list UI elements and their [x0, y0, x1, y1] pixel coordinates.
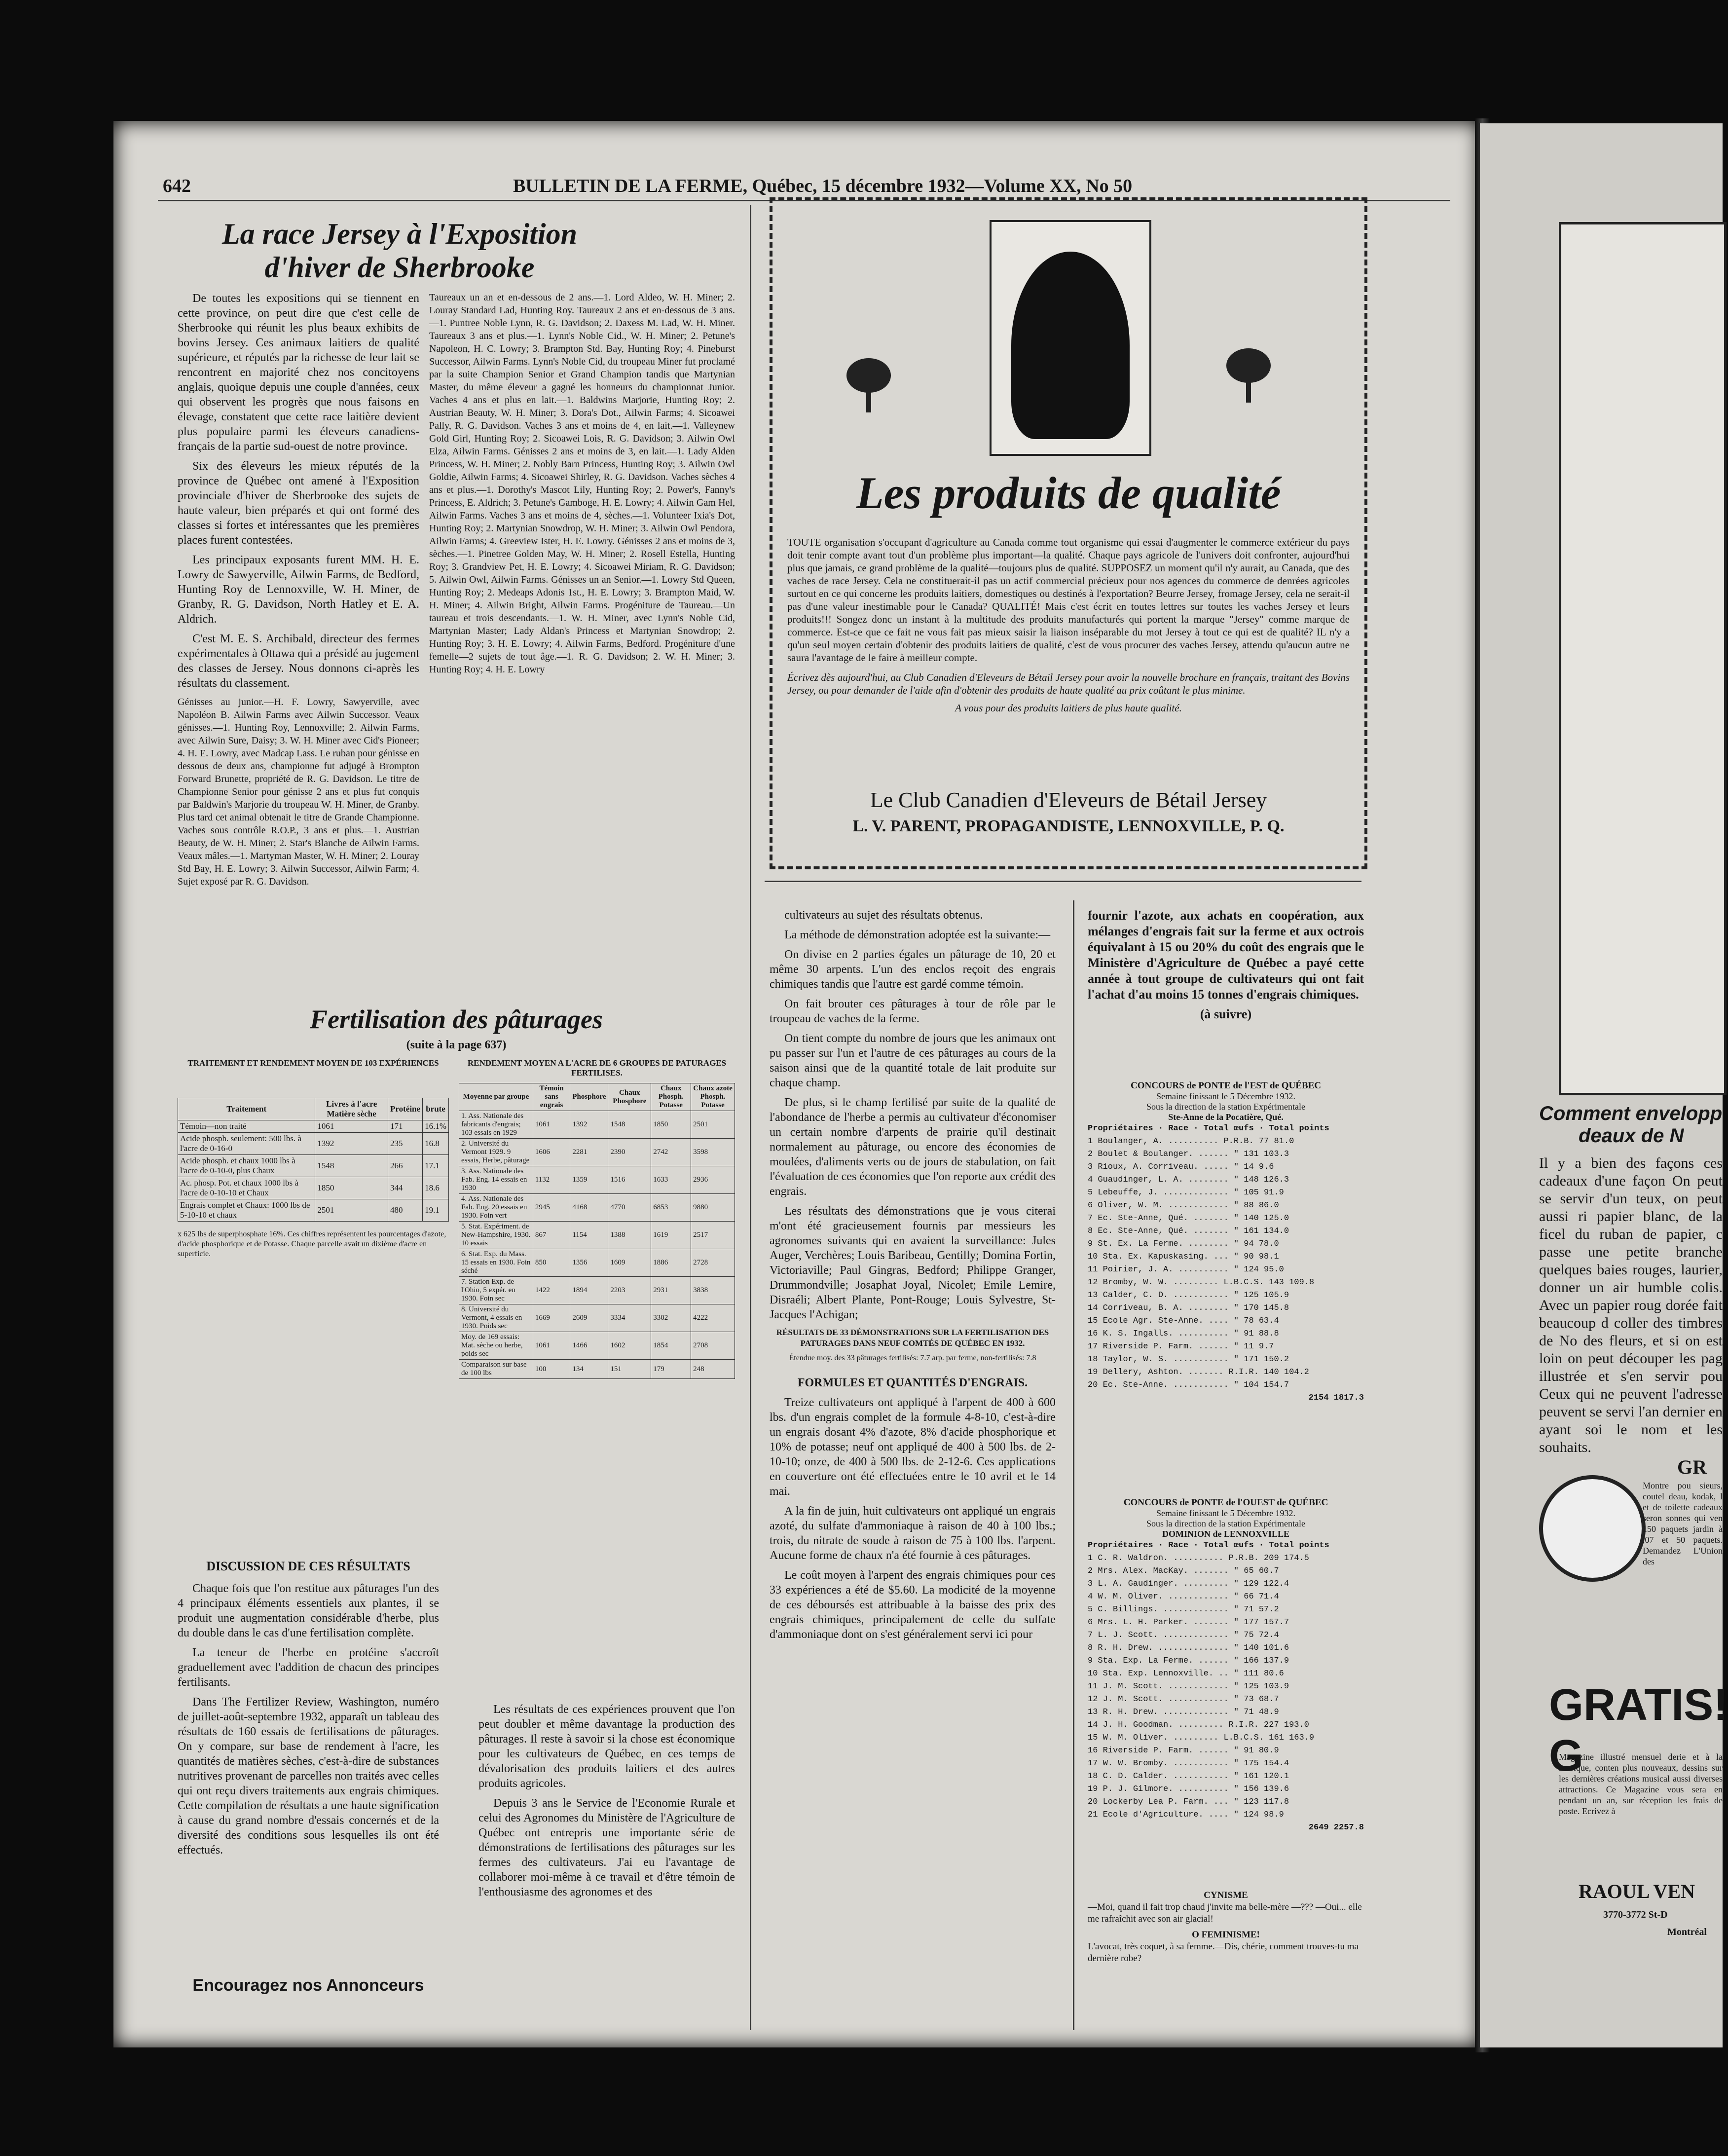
contest-west	[1088, 1497, 1364, 1834]
contest-east	[1088, 1080, 1364, 1405]
paragraph: On divise en 2 parties égales un pâturage de 10, 20 et même 30 arpents. L'un des enclos reçoit des engrais chimiques tandis que l'autre est gardé comme témoin.	[770, 948, 1056, 991]
table-cell: 6. Stat. Exp. du Mass. 15 essais en 1930. Foin séché	[459, 1249, 533, 1277]
contest-sub: Sous la direction de la station Expérimentale	[1146, 1102, 1305, 1112]
table-cell: 1061	[533, 1332, 570, 1360]
table-row	[459, 1277, 735, 1304]
table-cell: 3302	[651, 1304, 691, 1332]
table-cell: 1669	[533, 1304, 570, 1332]
th: brute	[423, 1098, 449, 1120]
gr-label: GR	[1677, 1456, 1707, 1478]
table-cell: 5. Stat. Expériment. de New-Hampshire, 1930. 10 essais	[459, 1222, 533, 1249]
jersey-results-right: Taureaux un an et en-dessous de 2 ans.—1. Lord Aldeo, W. H. Miner; 2. Louray Standard Lad, Hunting Roy. Taureaux 2 ans et en-dessous de 3 ans.—1. Puntree Noble Lynn, R. G. Davidson; 2. Daxess M. Lad, W. H. Miner. Taureaux 3 ans et plus.—1. Lynn's Noble Cid., W. H. Miner; 2. Petune's Napoleon, H. C. Lowry; 3. Brampton Std. Bay, Hunting Roy; 4. Pineburst Successor, Ailwin Farms. Lynn's Noble Cid, du troupeau Miner fut proclamé par la suite Champion Senior et Grand Champion tandis que Martynian Master, du même éleveur a gagné les honneurs du championnat Junior. Vaches 4 ans et plus en lait.—1. Baldwins Marjorie, Hunting Roy; 2. Austrian Beauty, W. H. Miner; 3. Dora's Dot., Ailwin Farms; 4. Sicoawei Pally, R. G. Davidson. Vaches 3 ans et moins de 4, en lait.—1. Valleynew Gold Girl, Hunting Roy; 2. Sicoawei Lois, R. G. Davidson; 3. Ailwin Owl Elza, Ailwin Farms. Génisses 2 ans et moins de 3, en lait.—1. Lady Alden Princess, W. H. Miner; 2. Nobly Barn Princess, Hunting Roy; 3. Ailwin Owl Goldie, Ailwin Farms; 4. Sicoawei Shirley, R. G. Davidson. Vaches sèches 4 ans et plus.—1. Dorothy's Mascot Lily, Hunting Roy; 2. Power's, Fanny's Princess, E. Aldrich; 3. Petune's Gamboge, H. E. Lowry; 4. Ailwin Gam Hel, Ailwin Farms. Vaches 3 ans et moins de 4, sèches.—1. Volunteer Ixia's Dot, Hunting Roy; 2. Martynian Snowdrop, W. H. Miner; 3. Ailwin Owl Pendora, Ailwin Farms; 4. Greeview Ister, H. E. Lowry. Génisses 2 ans et moins de 3, sèches.—1. Pinetree Golden May, W. H. Miner; 2. Rosell Estella, Hunting Roy; 3. Grandview Pet, H. E. Lowry; 4. Sicoawei Miriam, R. G. Davidson; 5. Ailwin Owl, Ailwin Farms. Génisses un an Senior.—1. Lowry Std Queen, Hunting Roy; 2. Medeaps Adonis 1st., H. E. Lowry; 3. Brampton Maid, W. H. Miner; 4. Ailwin Bright, Ailwin Farms. Progéniture de Taureau.—Un taureau et trois descendants.—1. W. H. Miner, avec Lynn's Noble Cid, Martynian Master; Lady Aldan's Princess et Martynian Snowdrop; 2. Hunting Roy; 3. H. E. Lowry; 4. Ailwin Farms, Bedford. Progéniture d'une femelle—2 sujets de tout âge.—1. R. G. Davidson; 2. W. H. Miner; 3. Hunting Roy; 4. H. E. Lowry	[429, 292, 735, 675]
list-item: 3 Rioux, A. Corriveau. ..... " 14 9.6	[1088, 1162, 1274, 1172]
th: Livres à l'acre Matière sèche	[315, 1098, 388, 1120]
table-cell: 1850	[651, 1111, 691, 1139]
table-cell: 1392	[570, 1111, 608, 1139]
table-cell: 1388	[608, 1222, 651, 1249]
th: Témoin sans engrais	[533, 1083, 570, 1111]
list-item: 14 J. H. Goodman. ......... R.I.R. 227 193.0	[1088, 1720, 1309, 1730]
table-cell: 179	[651, 1360, 691, 1379]
table-cell: 248	[691, 1360, 735, 1379]
list-item: 13 Calder, C. D. ........... " 125 105.9	[1088, 1291, 1289, 1300]
col-header: Total points	[1269, 1541, 1329, 1550]
tree-icon	[846, 358, 891, 412]
table-cell: 266	[388, 1155, 423, 1177]
contest-place: DOMINION de LENNOXVILLE	[1162, 1529, 1290, 1539]
table-cell: 2945	[533, 1194, 570, 1222]
table-cell: 480	[388, 1199, 423, 1222]
table-cell: Témoin—non traité	[178, 1120, 315, 1133]
table-cell: 1633	[651, 1166, 691, 1194]
ad-note: Écrivez dès aujourd'hui, au Club Canadien d'Eleveurs de Bétail Jersey pour avoir la nouvelle brochure en français, traitant des Bovins Jersey, ou pour demander de l'aide afin d'obtenir des produits de haute qualité au prix coûtant le plus minime.	[787, 671, 1350, 696]
contest-sub: Sous la direction de la station Expérimentale	[1146, 1519, 1305, 1528]
paragraph: On fait brouter ces pâturages à tour de rôle par le troupeau de vaches de la ferme.	[770, 998, 1056, 1025]
newspaper-page	[113, 121, 1480, 2047]
group-yield-table	[459, 1083, 735, 1379]
city: Montréal	[1667, 1927, 1707, 1937]
table-cell: 18.6	[423, 1177, 449, 1199]
list-item: 7 Ec. Ste-Anne, Qué. ....... " 140 125.0	[1088, 1214, 1289, 1223]
contest-total: 2649 2257.8	[1308, 1823, 1364, 1832]
jokes	[1088, 1890, 1364, 1965]
list-item: 4 Guaudinger, L. A. ........ " 148 126.3	[1088, 1175, 1289, 1185]
list-item: 11 Poirier, J. A. .......... " 124 95.0	[1088, 1265, 1284, 1274]
col-header: Race	[1168, 1541, 1189, 1550]
table-cell: 1356	[570, 1249, 608, 1277]
discussion-title: DISCUSSION DE CES RÉSULTATS	[206, 1559, 410, 1573]
jersey-article-body	[178, 291, 419, 1100]
results-heading: RÉSULTATS DE 33 DÉMONSTRATIONS SUR LA FERTILISATION DES PATURAGES DANS NEUF COMTÉS DE QUÉBEC EN 1932.	[776, 1328, 1049, 1348]
list-item: 19 Dellery, Ashton. ....... R.I.R. 140 104.2	[1088, 1368, 1309, 1377]
table-cell: 1466	[570, 1332, 608, 1360]
table-row	[178, 1155, 449, 1177]
list-item: 17 W. W. Bromby. ........... " 175 154.4	[1088, 1759, 1289, 1768]
table-cell: 8. Université du Vermont, 4 essais en 1930. Poids sec	[459, 1304, 533, 1332]
joke-text: L'avocat, très coquet, à sa femme.—Dis, chérie, comment trouves-tu ma dernière robe?	[1088, 1941, 1359, 1964]
table-cell: Moy. de 169 essais: Mat. sèche ou herbe, poids sec	[459, 1332, 533, 1360]
table2-block	[459, 1058, 735, 1379]
list-item: 6 Mrs. L. H. Parker. ....... " 177 157.7	[1088, 1618, 1289, 1627]
col-header: Propriétaires	[1088, 1124, 1153, 1133]
table-cell: 1061	[315, 1120, 388, 1133]
table-cell: 344	[388, 1177, 423, 1199]
table-cell: 1602	[608, 1332, 651, 1360]
table-row	[178, 1177, 449, 1199]
col-header: Total points	[1269, 1124, 1329, 1133]
table-cell: 2936	[691, 1166, 735, 1194]
paragraph: Les résultats de ces expériences prouvent que l'on peut doubler et même davantage la production des pâturages. Il reste à savoir si la chose est économique pour les cultivateurs de Québec, en ces temps de dévalorisation des produits laitiers et des autres produits agricoles.	[478, 1703, 735, 1790]
list-item: 4 W. M. Oliver. ............ " 66 71.4	[1088, 1592, 1279, 1601]
contest-sub: Semaine finissant le 5 Décembre 1932.	[1156, 1091, 1295, 1101]
list-item: 1 C. R. Waldron. .......... P.R.B. 209 174.5	[1088, 1554, 1309, 1563]
table-cell: 17.1	[423, 1155, 449, 1177]
list-item: 2 Mrs. Alex. MacKay. ....... " 65 60.7	[1088, 1566, 1279, 1576]
col-header: Propriétaires	[1088, 1541, 1153, 1550]
watch-icon	[1539, 1475, 1646, 1582]
paragraph: Le coût moyen à l'arpent des engrais chimiques pour ces 33 expériences a été de $5.60. La modicité de la moyenne de ces déboursés est attribuable à la baisse des prix des engrais chimiques, principalement de celle du sulfate d'ammoniaque dont on s'est généralement servi ici pour	[770, 1569, 1056, 1641]
results-left: Génisses au junior.—H. F. Lowry, Sawyerville, avec Napoléon B. Ailwin Farms avec Ailwin Successor. Veaux génisses.—1. Hunting Roy, Lennoxville; 2. Ailwin Farms, avec Ailwin Sure, Daisy; 3. W. H. Miner avec Cid's Pioneer; 4. H. E. Lowry, avec Madcap Lass. Le ruban pour génisse en dessous de deux ans, championne fut adjugé à Brompton Forward Brunette, propriété de R. G. Davidson. Le titre de Championne Senior pour génisse 2 ans et plus fut conquis par Baldwin's Marjorie du troupeau W. H. Miner, de Granby. Plus tard cet animal obtenait le titre de Grande Championne. Vaches sous contrôle R.O.P., 3 ans et plus.—1. Austrian Beauty, de W. H. Miner; 2. Star's Blanche de Ailwin Farms. Veaux mâles.—1. Martyman Master, W. H. Miner; 2. Louray Std Bay, H. E. Lowry; 3. Ailwin Successor, Ailwin Farm; 4. Sujet exposé par R. G. Davidson.	[178, 697, 419, 887]
table-cell: 1854	[651, 1332, 691, 1360]
encourage-annonceurs: Encouragez nos Annonceurs	[192, 1976, 424, 1995]
table-cell: 2203	[608, 1277, 651, 1304]
contest-title: CONCOURS de PONTE de l'EST de QUÉBEC	[1130, 1080, 1322, 1091]
list-item: 19 P. J. Gilmore. .......... " 156 139.6	[1088, 1784, 1289, 1794]
table-cell: 1392	[315, 1133, 388, 1155]
ad-body	[787, 536, 1350, 714]
masthead-line: BULLETIN DE LA FERME, Québec, 15 décembre 1932—Volume XX, No 50	[513, 176, 1133, 196]
ad-tagline: A vous pour des produits laitiers de plus haute qualité.	[955, 702, 1182, 714]
tree-icon	[1226, 348, 1271, 403]
table-row	[459, 1249, 735, 1277]
table-cell: 1154	[570, 1222, 608, 1249]
list-item: 3 L. A. Gaudinger. ......... " 129 122.4	[1088, 1579, 1289, 1589]
table-cell: 4. Ass. Nationale des Fab. Eng. 20 essais en 1930. Foin vert	[459, 1194, 533, 1222]
paragraph: A la fin de juin, huit cultivateurs ont appliqué un engrais azoté, du sulfate d'ammoniaque à raison de 40 à 100 lbs.; trois, du nitrate de soude à raison de 75 à 100 lbs. l'arpent. Aucune forme de chaux n'a été fournie à ces pâturages.	[770, 1505, 1056, 1562]
table-cell: Acide phosph. et chaux 1000 lbs à l'acre de 0-10-0, plus Chaux	[178, 1155, 315, 1177]
table-cell: 1548	[315, 1155, 388, 1177]
contest-headers: Propriétaires · Race · Total œufs · Total points	[1088, 1124, 1329, 1133]
table-cell: 1359	[570, 1166, 608, 1194]
table-row	[459, 1360, 735, 1379]
page-header	[163, 175, 1450, 200]
table-cell: 2390	[608, 1139, 651, 1166]
table-cell: 4770	[608, 1194, 651, 1222]
table-cell: 1422	[533, 1277, 570, 1304]
table2-title: RENDEMENT MOYEN A L'ACRE DE 6 GROUPES DE PATURAGES FERTILISES.	[467, 1058, 727, 1078]
table-cell: 171	[388, 1120, 423, 1133]
contest-sub: Semaine finissant le 5 Décembre 1932.	[1156, 1508, 1295, 1518]
discussion-col2	[478, 1702, 735, 2028]
table-cell: 1850	[315, 1177, 388, 1199]
table-cell: 19.1	[423, 1199, 449, 1222]
table1-title: TRAITEMENT ET RENDEMENT MOYEN DE 103 EXPÉRIENCES	[187, 1058, 439, 1068]
paragraph: Depuis 3 ans le Service de l'Economie Rurale et celui des Agronomes du Ministère de l'Agriculture de Québec ont entrepris une importante série de démonstrations de fertilisations des pâturages sur les fermes des cultivateurs. J'ai eu l'avantage de collaborer moi-même à ce travail et d'être témoin de l'enthousiasme des agronomes et des	[478, 1797, 735, 1898]
table-cell: 2. Université du Vermont 1929. 9 essais, Herbe, pâturage	[459, 1139, 533, 1166]
table-cell: 1609	[608, 1249, 651, 1277]
table-row	[459, 1222, 735, 1249]
caption-line: deaux de N	[1579, 1125, 1684, 1147]
table-cell: 2281	[570, 1139, 608, 1166]
article-title-fertilisation: Fertilisation des pâturages	[309, 1004, 603, 1034]
gr-text: Montre pou sieurs, coutel deau, kodak, l et de toilette cadeaux seron sonnes qui ven 150 paquets jardin à .07 et 50 paquets. Demandez L'Union des	[1643, 1481, 1723, 1566]
table-cell: 1548	[608, 1111, 651, 1139]
col-header: Race	[1168, 1124, 1189, 1133]
table-cell: 2742	[651, 1139, 691, 1166]
list-item: 16 Riverside P. Farm. ...... " 91 80.9	[1088, 1746, 1279, 1755]
table-cell: 235	[388, 1133, 423, 1155]
table-cell: 1. Ass. Nationale des fabricants d'engrais; 103 essais en 1929	[459, 1111, 533, 1139]
paragraph: De toutes les expositions qui se tiennent en cette province, on peut dire que c'est celle de Sherbrooke qui réunit les plus beaux exhibits de bovins Jersey. Ces animaux laitiers de qualité supérieure, et réputés par la richesse de leur lait se rencontrent en majorité chez nos concitoyens anglais, quoique depuis une couple d'années, ceux qui observent les progrès que nous faisons en élevage, constatent que cette race laitière devient plus populaire parmi les éleveurs canadiens-français de la partie sud-ouest de notre province.	[178, 292, 419, 453]
th: Protéine	[388, 1098, 423, 1120]
paragraph: Treize cultivateurs ont appliqué à l'arpent de 400 à 600 lbs. d'un engrais complet de la formule 4-8-10, c'est-à-dire un engrais dosant 4% d'azote, 8% d'acide phosphorique et 10% de potasse; neuf ont appliqué de 400 à 500 lbs. de 2-10-10; onze, de 400 à 500 lbs. de 2-12-6. Ces applications en couverture ont été effectuées entre le 10 avril et le 14 mai.	[770, 1396, 1056, 1498]
table-cell: Engrais complet et Chaux: 1000 lbs de 5-10-10 et chaux	[178, 1199, 315, 1222]
joke-text: —Moi, quand il fait trop chaud j'invite ma belle-mère —??? —Oui... elle me rafraîchit avec son air glacial!	[1088, 1902, 1362, 1924]
table-cell: 7. Station Exp. de l'Ohio, 5 expér. en 1930. Foin sec	[459, 1277, 533, 1304]
caption	[1539, 1103, 1722, 1147]
paragraph: fournir l'azote, aux achats en coopération, aux mélanges d'engrais fait sur la ferme et aux octrois équivalant à 15 ou 20% du coût des engrais que le Ministère d'Agriculture de Québec a payé cette année à tout groupe de cultivateurs qui ont fait l'achat d'au moins 15 tonnes d'engrais chimiques.	[1088, 908, 1364, 1002]
table-cell: 2708	[691, 1332, 735, 1360]
table-cell: Comparaison sur base de 100 lbs	[459, 1360, 533, 1379]
table-cell: 867	[533, 1222, 570, 1249]
cow-illustration	[990, 220, 1151, 456]
list-item: 8 R. H. Drew. .............. " 140 101.6	[1088, 1643, 1289, 1653]
caption-line: Comment envelopp	[1539, 1103, 1723, 1124]
ad-club-name: Le Club Canadien d'Eleveurs de Bétail Jersey	[870, 788, 1267, 812]
article-subtitle: (suite à la page 637)	[406, 1039, 507, 1051]
table-row	[459, 1332, 735, 1360]
address: 3770-3772 St-D	[1603, 1909, 1668, 1920]
table-cell: Acide phosph. seulement: 500 lbs. à l'acre de 0-16-0	[178, 1133, 315, 1155]
contest-list	[1088, 1135, 1364, 1392]
ad-text: TOUTE organisation s'occupant d'agriculture au Canada comme tout organisme qui essai d'augmenter le commerce extérieur du pays doit tenir compte avant tout d'un problème plus important—la qualité. Chaque pays agricole de l'univers doit confronter, aujourd'hui plus que jamais, ce grand problème de la qualité—toujours plus de qualité. SUPPOSEZ un moment qu'il n'y aurait, au Canada, que des vaches de race Jersey. Cela ne constituerait-il pas un actif commercial précieux pour nos agences du commerce de denrées agricoles surtout en ce qui concerne les produits laitiers, domestiques ou destinés à l'exportation? Beurre Jersey, fromage Jersey, cela ne serait-il pas d'une valeur inestimable pour le Canada? QUALITÉ! Mais c'est écrit en toutes lettres sur toutes les vaches Jersey et leurs produits!!! Songez donc un instant à la multitude des produits manufacturés qui portent la marque "Jersey" comme marque de commerce. Est-ce que ce fait ne vous fait pas mieux saisir la liaison inséparable du mot Jersey à tout ce qui est de qualité? IL n'y a qu'un seul moyen certain d'obtenir des produits laitiers de qualité, c'est de vous procurer des vaches Jersey, attendu qu'aucun autre ne saura l'avantage de le faire à meilleur compte.	[787, 536, 1350, 664]
paragraph: C'est M. E. S. Archibald, directeur des fermes expérimentales à Ottawa qui a présidé au jugement des classes de Jersey. Nous donnons ci-après les résultats du classement.	[178, 632, 419, 690]
discussion-body	[178, 1581, 439, 1956]
th: Traitement	[178, 1098, 315, 1120]
formulas-heading: FORMULES ET QUANTITÉS D'ENGRAIS.	[797, 1376, 1028, 1389]
next-page-edge	[1480, 123, 1728, 2047]
contest-headers: Propriétaires · Race · Total œufs · Total points	[1088, 1541, 1329, 1550]
th: Chaux Phosphore	[608, 1083, 651, 1111]
table-cell: 4168	[570, 1194, 608, 1222]
results-line: Étendue moy. des 33 pâturages fertilisés: 7.7 arp. par ferme, non-fertilisés: 7.8	[789, 1354, 1036, 1362]
table-cell: 134	[570, 1360, 608, 1379]
table-cell: 1619	[651, 1222, 691, 1249]
table-cell: 3. Ass. Nationale des Fab. Eng. 14 essais en 1930	[459, 1166, 533, 1194]
list-item: 2 Boulet & Boulanger. ...... " 131 103.3	[1088, 1150, 1289, 1159]
list-item: 9 Sta. Exp. La Ferme. ...... " 166 137.9	[1088, 1656, 1289, 1666]
list-item: 20 Ec. Ste-Anne. ........... " 104 154.7	[1088, 1380, 1289, 1390]
paragraph: cultivateurs au sujet des résultats obtenus.	[784, 909, 983, 922]
paragraph: Six des éleveurs les mieux réputés de la province de Québec ont amené à l'Exposition provinciale d'hiver de Sherbrooke des sujets de haute valeur, bien préparés et qui ont formé des classes si fortes et intéressantes que les premières places furent contestées.	[178, 460, 419, 547]
table-cell: 2609	[570, 1304, 608, 1332]
table-cell: 16.1%	[423, 1120, 449, 1133]
table-cell: 2728	[691, 1249, 735, 1277]
list-item: 12 J. M. Scott. ............ " 73 68.7	[1088, 1695, 1279, 1704]
table-row	[459, 1139, 735, 1166]
table-cell: 9880	[691, 1194, 735, 1222]
list-item: 5 Lebeuffe, J. ............. " 105 91.9	[1088, 1188, 1284, 1197]
list-item: 8 Ec. Ste-Anne, Qué. ....... " 161 134.0	[1088, 1227, 1289, 1236]
table-cell: 1516	[608, 1166, 651, 1194]
table-cell: 4222	[691, 1304, 735, 1332]
table-cell: 151	[608, 1360, 651, 1379]
paragraph: Chaque fois que l'on restitue aux pâturages l'un des 4 principaux éléments essentiels aux plantes, il se produit une augmentation considérable d'herbe, plus du double dans le cas d'une fertilisation complète.	[178, 1582, 439, 1639]
table-cell: 2931	[651, 1277, 691, 1304]
paragraph: On tient compte du nombre de jours que les animaux ont pu passer sur l'un et l'autre de ces pâturages au cours de la saison ainsi que de la quantité totale de lait produite sur chaque champ.	[770, 1032, 1056, 1089]
list-item: 17 Riverside P. Farm. ...... " 11 9.7	[1088, 1342, 1274, 1351]
paragraph: De plus, si le champ fertilisé par suite de la qualité de l'abondance de l'herbe a permis au cultivateur d'économiser un certain nombre d'arpents de prairie qu'il destinait normalement au pâturage, ou encore des économies de moulées, d'aliments verts ou de jours de stabulation, on fait l'évaluation de ces économies que l'on reporte aux crédit des engrais.	[770, 1096, 1056, 1198]
list-item: 12 Bromby, W. W. ......... L.B.C.S. 143 109.8	[1088, 1278, 1315, 1287]
paragraph: La teneur de l'herbe en protéine s'accroît graduellement avec l'addition de chacun des principes fertilisants.	[178, 1646, 439, 1689]
list-item: 15 W. M. Oliver. ......... L.B.C.S. 161 163.9	[1088, 1733, 1315, 1743]
contest-total: 2154 1817.3	[1308, 1393, 1364, 1403]
col-header: Total œufs	[1203, 1124, 1254, 1133]
table-cell: 2501	[691, 1111, 735, 1139]
list-item: 13 R. H. Drew. ............. " 71 48.9	[1088, 1708, 1279, 1717]
list-item: 10 Sta. Ex. Kapuskasing. ... " 90 98.1	[1088, 1252, 1279, 1262]
table-cell: 1061	[533, 1111, 570, 1139]
ad-title: Les produits de qualité	[856, 468, 1281, 518]
a-suivre: (à suivre)	[1200, 1007, 1252, 1021]
demonstration-article	[770, 908, 1056, 2018]
contest-title: CONCOURS de PONTE de l'OUEST de QUÉBEC	[1123, 1497, 1328, 1508]
paragraph: Les principaux exposants furent MM. H. E. Lowry de Sawyerville, Ailwin Farms, de Bedford, Hunting Roy de Lennoxville, W. H. Miner, de Granby, R. G. Davidson, North Hatley et E. A. Aldrich.	[178, 554, 419, 626]
table-cell: Ac. phosp. Pot. et chaux 1000 lbs à l'acre de 0-10-10 et Chaux	[178, 1177, 315, 1199]
list-item: 15 Ecole Agr. Ste-Anne. .... " 78 63.4	[1088, 1316, 1279, 1326]
contest-list	[1088, 1552, 1364, 1821]
table-cell: 6853	[651, 1194, 691, 1222]
table1-block	[178, 1058, 449, 1259]
table-cell: 100	[533, 1360, 570, 1379]
list-item: 21 Ecole d'Agriculture. .... " 124 98.9	[1088, 1810, 1284, 1820]
list-item: 14 Corriveau, B. A. ........ " 170 145.8	[1088, 1303, 1289, 1313]
list-item: 10 Sta. Exp. Lennoxville. .. " 111 80.6	[1088, 1669, 1284, 1678]
paragraph: La méthode de démonstration adoptée est la suivante:—	[784, 929, 1051, 941]
list-item: 5 C. Billings. ............. " 71 57.2	[1088, 1605, 1279, 1614]
woman-christmas-illustration	[1559, 222, 1727, 1095]
right-page-text: Il y a bien des façons ces cadeaux d'une façon On peut se servir d'un teux, on peut aussi ri papier blanc, de la ficel du ruban de papier, c passe une petite branche quelques baies rouges, laurier, donner un air humble colis. Avec un papier roug dorée fait beaucoup d coller des timbres de No des fleurs, et si on est loin on peut découper les pag illustrée et s'en servir pou Ceux qui ne peuvent l'adresse peuvent se servi l'an dernier en ayant soi le nom et les souhaits.	[1539, 1155, 1723, 1455]
table-row	[178, 1120, 449, 1133]
list-item: 9 St. Ex. La Ferme. ........ " 94 78.0	[1088, 1239, 1279, 1249]
table-row	[459, 1194, 735, 1222]
table-row	[178, 1133, 449, 1155]
gratis-text: Magazine illustré mensuel derie et à la musique, conten plus nouveaux, dessins sur les dernières créations musical aussi diverses attractions. Ce Magazine vous sera en pendant un an, sur réception les frais de poste. Ecrivez à	[1559, 1752, 1723, 1816]
table-row	[459, 1304, 735, 1332]
th: Chaux Phosph. Potasse	[651, 1083, 691, 1111]
joke-title: CYNISME	[1204, 1890, 1248, 1900]
table-cell: 3598	[691, 1139, 735, 1166]
list-item: 7 L. J. Scott. ............. " 75 72.4	[1088, 1631, 1279, 1640]
treatment-table	[178, 1098, 449, 1222]
table-cell: 1606	[533, 1139, 570, 1166]
table-cell: 850	[533, 1249, 570, 1277]
joke-title: O FEMINISME!	[1192, 1930, 1260, 1940]
list-item: 11 J. M. Scott. ............ " 125 103.9	[1088, 1682, 1289, 1691]
list-item: 6 Oliver, W. M. ............ " 88 86.0	[1088, 1201, 1279, 1210]
paragraph: Les résultats des démonstrations que je vous citerai m'ont été gracieusement fournis par messieurs les agronomes suivants qui en avaient la surveillance: Jules Auger, Verchères; Louis Baribeau, Gentilly; Domina Fortin, Victoriaville; Paul Gingras, Bedford; Philippe Granger, Drummondville; Josaphat Joyal, Nicolet; Emile Lemire, Disraéli; Albert Plante, Pont-Rouge; Louis Sylvestre, St-Jacques l'Achigan;	[770, 1205, 1056, 1321]
list-item: 20 Lockerby Lea P. Farm. ... " 123 117.8	[1088, 1797, 1289, 1807]
col-header: Total œufs	[1203, 1541, 1254, 1550]
table-cell: 2501	[315, 1199, 388, 1222]
table-row	[459, 1166, 735, 1194]
page-number: 642	[163, 176, 191, 196]
article-title-jersey: La race Jersey à l'Exposition d'hiver de Sherbrooke	[222, 218, 577, 284]
table-cell: 1886	[651, 1249, 691, 1277]
th: Chaux azote Phosph. Potasse	[691, 1083, 735, 1111]
table-cell: 2517	[691, 1222, 735, 1249]
table-cell: 1894	[570, 1277, 608, 1304]
list-item: 18 C. D. Calder. ........... " 161 120.1	[1088, 1772, 1289, 1781]
th: Phosphore	[570, 1083, 608, 1111]
paragraph: Dans The Fertilizer Review, Washington, numéro de juillet-août-septembre 1932, apparaît un tableau des résultats de 160 essais de fertilisations de pâturages. On y compare, sur base de rendement à l'acre, les quantités de matières sèches, c'est-à-dire de substances nutritives provenant de parcelles non traités avec celles qui ont reçu divers traitements aux engrais chimiques. Cette compilation de résultats a une haute signification à cause du grand nombre d'essais concernés et de la diversité des conditions sous lesquelles ils ont été effectués.	[178, 1696, 439, 1857]
azote-article	[1088, 908, 1364, 1085]
table-row	[459, 1111, 735, 1139]
list-item: 18 Taylor, W. S. ........... " 171 150.2	[1088, 1355, 1289, 1364]
jersey-club-advertisement[interactable]	[770, 197, 1367, 869]
table-row	[178, 1199, 449, 1222]
table-cell: 1132	[533, 1166, 570, 1194]
table-cell: 3334	[608, 1304, 651, 1332]
table1-note: x 625 lbs de superphosphate 16%. Ces chiffres représentent les pourcentages d'azote, d'acide phosphorique et de Potasse. Chaque parcelle avait un dixième d'acre en superficie.	[178, 1230, 446, 1258]
table-cell: 3838	[691, 1277, 735, 1304]
gratis-heading: GRATIS! G	[1549, 1680, 1728, 1781]
list-item: 16 K. S. Ingalls. .......... " 91 88.8	[1088, 1329, 1279, 1338]
cow-head-icon	[1011, 252, 1130, 439]
ad-signature: L. V. PARENT, PROPAGANDISTE, LENNOXVILLE, P. Q.	[852, 817, 1285, 835]
list-item: 1 Boulanger, A. .......... P.R.B. 77 81.0	[1088, 1137, 1294, 1146]
th: Moyenne par groupe	[459, 1083, 533, 1111]
table-cell: 16.8	[423, 1133, 449, 1155]
contest-place: Ste-Anne de la Pocatière, Qué.	[1168, 1112, 1284, 1122]
raoul: RAOUL VEN	[1579, 1880, 1695, 1902]
